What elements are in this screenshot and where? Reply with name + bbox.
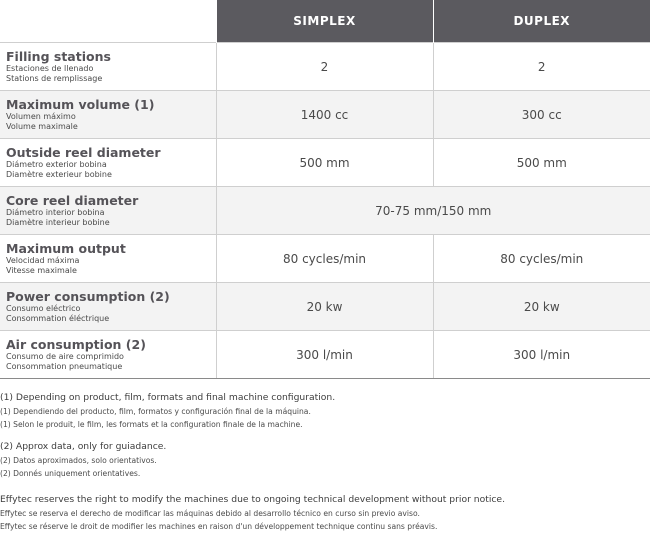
row-label-cell [0, 235, 216, 283]
row-maximum-output [0, 235, 650, 283]
row-label-fr: Volume maximale [6, 122, 78, 131]
footnote-fr: (2) Donnés uniquement orientatives. [0, 469, 141, 478]
footnote-main: (2) Approx data, only for guiadance. [0, 441, 167, 452]
row-label-fr: Vitesse maximale [6, 266, 77, 275]
row-label-es: Volumen máximo [6, 112, 76, 121]
cell-simplex: 300 l/min [216, 331, 433, 379]
row-label-es: Diámetro interior bobina [6, 208, 105, 217]
row-label: Power consumption (2) [6, 289, 170, 304]
row-label-cell [0, 187, 216, 235]
disclaimer-main: Effytec reserves the right to modify the machines due to ongoing technical development without prior notice. [0, 494, 506, 505]
row-label-cell [0, 91, 216, 139]
row-label-es: Estaciones de llenado [6, 64, 94, 73]
cell-duplex: 300 cc [433, 91, 650, 139]
column-header-duplex: DUPLEX [433, 0, 650, 43]
footnote-2 [0, 441, 650, 479]
row-label-cell [0, 139, 216, 187]
row-label-es: Diámetro exterior bobina [6, 160, 107, 169]
disclaimer-fr: Effytec se réserve le droit de modifier les machines en raison d'un développement technique continu sans préavis. [0, 522, 438, 531]
cell-simplex: 80 cycles/min [216, 235, 433, 283]
row-label-es: Velocidad máxima [6, 256, 80, 265]
row-power-consumption [0, 283, 650, 331]
cell-duplex: 2 [433, 43, 650, 91]
row-filling-stations [0, 43, 650, 91]
row-label-cell [0, 331, 216, 379]
cell-simplex: 500 mm [216, 139, 433, 187]
row-label-cell [0, 43, 216, 91]
row-maximum-volume [0, 91, 650, 139]
footnote-main: (1) Depending on product, film, formats and final machine configuration. [0, 392, 336, 403]
row-core-reel-diameter [0, 187, 650, 235]
row-label-fr: Diamètre exterieur bobine [6, 170, 112, 179]
row-label-fr: Consommation éléctrique [6, 314, 110, 323]
row-label-fr: Diamètre interieur bobine [6, 218, 110, 227]
row-label: Maximum output [6, 241, 126, 256]
row-label: Maximum volume (1) [6, 97, 155, 112]
row-label-cell [0, 283, 216, 331]
cell-duplex: 20 kw [433, 283, 650, 331]
footnote-es: (2) Datos aproximados, solo orientativos. [0, 456, 157, 465]
table-header-row [0, 0, 650, 43]
cell-simplex: 20 kw [216, 283, 433, 331]
footnote-1 [0, 392, 650, 430]
row-label: Core reel diameter [6, 193, 139, 208]
row-label: Air consumption (2) [6, 337, 146, 352]
column-header-simplex: SIMPLEX [216, 0, 433, 43]
row-outside-reel-diameter [0, 139, 650, 187]
row-label-es: Consumo de aire comprimido [6, 352, 124, 361]
footnote-es: (1) Dependiendo del producto, film, formatos y configuración final de la máquina. [0, 407, 311, 416]
cell-duplex: 300 l/min [433, 331, 650, 379]
cell-simplex: 1400 cc [216, 91, 433, 139]
disclaimer [0, 494, 650, 532]
row-air-consumption [0, 331, 650, 379]
header-corner-cell [0, 0, 216, 43]
cell-duplex: 500 mm [433, 139, 650, 187]
cell-simplex: 2 [216, 43, 433, 91]
footnote-fr: (1) Selon le produit, le film, les formats et la configuration finale de la machine. [0, 420, 303, 429]
row-label: Filling stations [6, 49, 111, 64]
row-label: Outside reel diameter [6, 145, 161, 160]
cell-both-models: 70-75 mm/150 mm [216, 187, 650, 235]
row-label-fr: Stations de remplissage [6, 74, 103, 83]
row-label-es: Consumo eléctrico [6, 304, 81, 313]
disclaimer-es: Effytec se reserva el derecho de modificar las máquinas debido al desarrollo técnico en curso sin previo aviso. [0, 509, 420, 518]
cell-duplex: 80 cycles/min [433, 235, 650, 283]
row-label-fr: Consommation pneumatique [6, 362, 123, 371]
